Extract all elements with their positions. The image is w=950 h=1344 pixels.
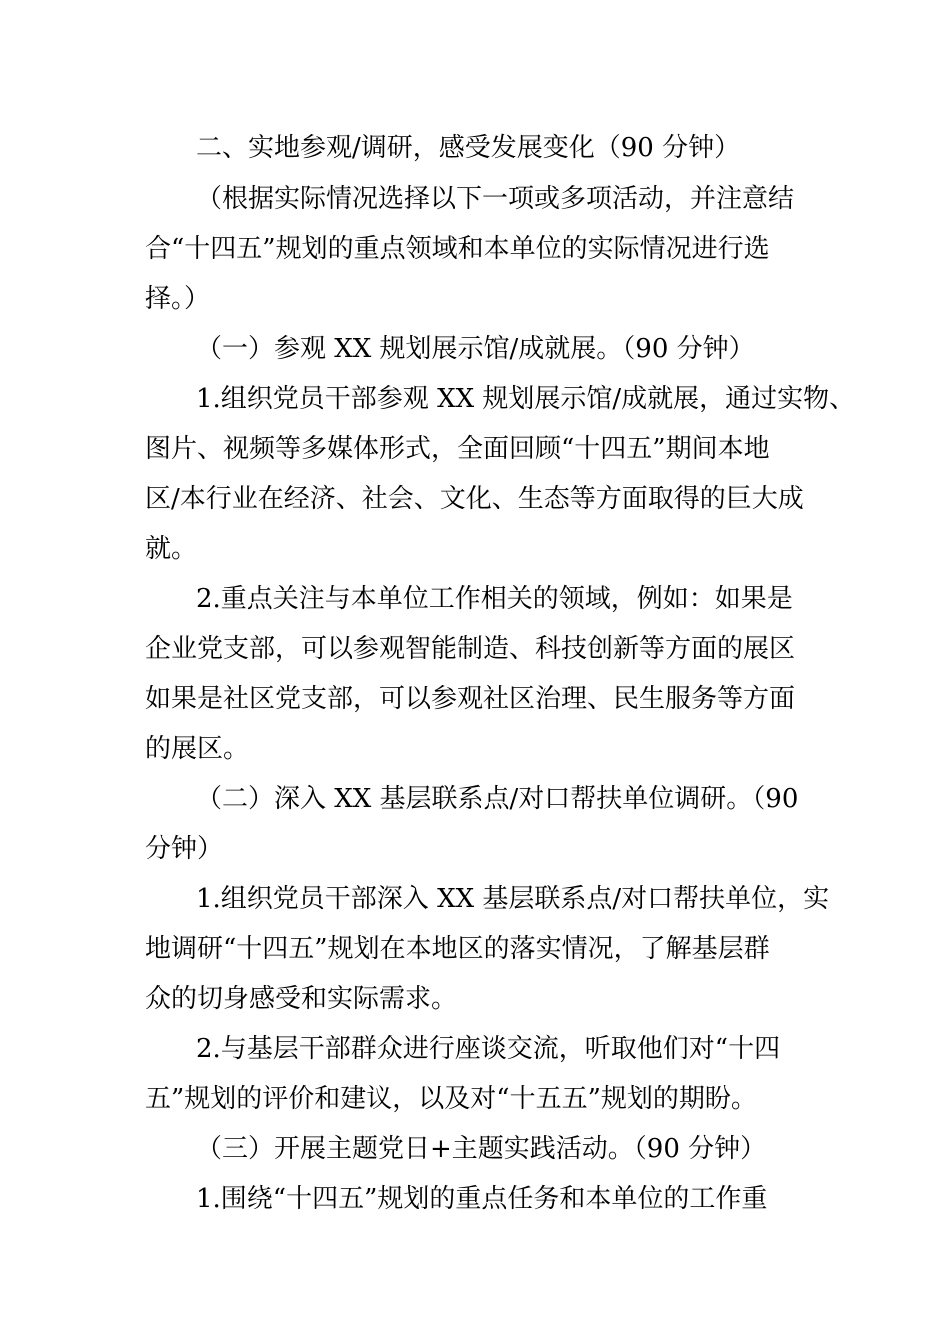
paragraph-line: 1.围绕“十四五”规划的重点任务和本单位的工作重 bbox=[196, 1184, 768, 1214]
paragraph-line: 合“十四五”规划的重点领域和本单位的实际情况进行选 bbox=[145, 234, 770, 264]
subheading-two: （二）深入 XX 基层联系点/对口帮扶单位调研。（90 bbox=[196, 784, 799, 814]
paragraph-line: 图片、视频等多媒体形式，全面回顾“十四五”期间本地 bbox=[145, 434, 770, 464]
paragraph-line: 众的切身感受和实际需求。 bbox=[145, 984, 458, 1014]
paragraph-line: 企业党支部，可以参观智能制造、科技创新等方面的展区 bbox=[145, 634, 796, 664]
paragraph-line: （根据实际情况选择以下一项或多项活动，并注意结 bbox=[196, 184, 795, 214]
paragraph-line: 就。 bbox=[145, 534, 198, 564]
subheading-three: （三）开展主题党日+主题实践活动。（90 分钟） bbox=[196, 1134, 767, 1164]
paragraph-line: 分钟） bbox=[145, 834, 224, 864]
paragraph-line: 地调研“十四五”规划在本地区的落实情况，了解基层群 bbox=[145, 934, 770, 964]
paragraph-line: 1.组织党员干部参观 XX 规划展示馆/成就展，通过实物、 bbox=[196, 384, 856, 414]
paragraph-line: 择。） bbox=[145, 284, 211, 314]
heading-section-two: 二、实地参观/调研，感受发展变化（90 分钟） bbox=[196, 133, 741, 163]
paragraph-line: 区/本行业在经济、社会、文化、生态等方面取得的巨大成 bbox=[145, 484, 804, 514]
paragraph-line: 如果是社区党支部，可以参观社区治理、民生服务等方面 bbox=[145, 684, 796, 714]
paragraph-line: 1.组织党员干部深入 XX 基层联系点/对口帮扶单位，实 bbox=[196, 884, 830, 914]
paragraph-line: 五”规划的评价和建议，以及对“十五五”规划的期盼。 bbox=[145, 1084, 757, 1114]
subheading-one: （一）参观 XX 规划展示馆/成就展。（90 分钟） bbox=[196, 334, 755, 364]
paragraph-line: 的展区。 bbox=[145, 734, 250, 764]
paragraph-line: 2.与基层干部群众进行座谈交流，听取他们对“十四 bbox=[196, 1034, 781, 1064]
paragraph-line: 2.重点关注与本单位工作相关的领域，例如：如果是 bbox=[196, 584, 793, 614]
